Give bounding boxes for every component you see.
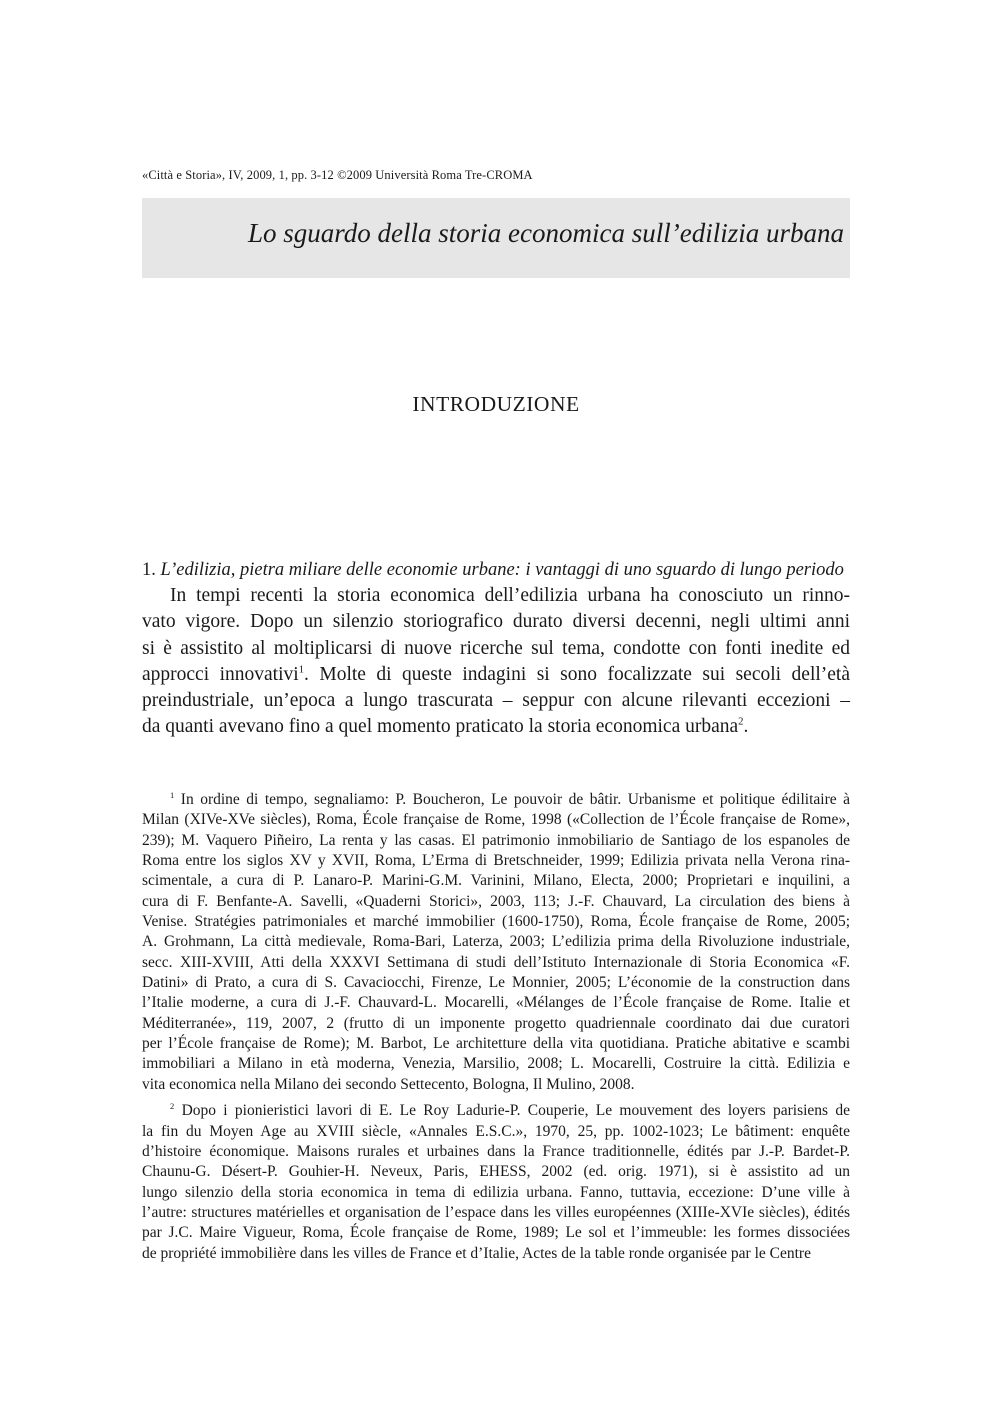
paragraph-line: preindustriale, un’epoca a lungo trascurata – seppur con alcune rilevanti eccezioni –	[142, 690, 850, 712]
footnote-line: Venise. Stratégies patrimoniales et marché immobilier (1600-1750), Roma, École française de Rome, 2005;	[142, 913, 850, 931]
footnote-line: Datini» di Prato, a cura di S. Cavaciocchi, Firenze, Le Monnier, 2005; L’économie de la construction dans	[142, 974, 850, 992]
footnote-text: Dopo i pionieristici lavori di E. Le Roy Ladurie-P. Couperie, Le mouvement des loyers parisiens de	[181, 1102, 851, 1120]
footnote-line: lungo silenzio della storia economica in tema di edilizia urbana. Fanno, tuttavia, eccezione: D’une ville à	[142, 1183, 850, 1201]
footnote-line	[142, 1101, 850, 1121]
footnote-line: de propriété immobilière dans les villes de France et d’Italie, Actes de la table ronde organisée par le Centre	[142, 1244, 811, 1262]
footnote-line: Chaunu-G. Désert-P. Gouhier-H. Neveux, Paris, EHESS, 2002 (ed. orig. 1971), si è assistito ad un	[142, 1163, 850, 1181]
section-heading: INTRODUZIONE	[412, 392, 580, 416]
footnote-line: Roma entre los siglos XV y XVII, Roma, L’Erma di Bretschneider, 1999; Edilizia privata nella Verona rina-	[142, 852, 850, 870]
paragraph-line-end: .	[743, 716, 749, 738]
paragraph-line-start: approcci innovativi	[142, 663, 299, 685]
footnote-line: Méditerranée», 119, 2007, 2 (frutto di un imponente progetto quadriennale coordinato dai due curatori	[142, 1014, 850, 1032]
footnote-marker: 2	[170, 1101, 175, 1111]
footnote-1	[142, 790, 850, 1095]
footnote-line: secc. XIII-XVIII, Atti della XXXVI Settimana di studi dell’Istituto Internazionale di Storia Economica «F.	[142, 953, 850, 971]
footnote-2	[142, 1101, 850, 1264]
paragraph-line	[142, 714, 850, 740]
footnote-line: 239); M. Vaquero Piñeiro, La renta y las casas. El patrimonio inmobiliario de Santiago de los espanoles de	[142, 831, 850, 849]
footnote-line: l’autre: structures matérielles et organisation de l’espace dans les villes européennes (XIIIe-XVIe siècles), édités	[142, 1203, 850, 1221]
footnote-line: cura di F. Benfante-A. Savelli, «Quaderni Storici», 2003, 113; J.-F. Chauvard, La circulation des biens à	[142, 892, 850, 910]
footnote-line: par J.C. Maire Vigueur, Roma, École française de Rome, 1989; Le sol et l’immeuble: les formes dissociées	[142, 1224, 850, 1242]
footnote-ref[interactable]: 2	[738, 715, 744, 728]
subsection-title: L’edilizia, pietra miliare delle economie urbane: i vantaggi di uno sguardo di lungo periodo	[160, 560, 844, 580]
footnote-line: scimentale, a cura di P. Lanaro-P. Marini-G.M. Varinini, Milano, Electa, 2000; Proprietari e inquilini, a	[142, 872, 850, 890]
footnote-ref[interactable]: 1	[298, 663, 305, 676]
running-head: «Città e Storia», IV, 2009, 1, pp. 3-12 ©2009 Università Roma Tre-CROMA	[142, 168, 533, 182]
footnote-line: la fin du Moyen Age au XVIII siècle, «Annales E.S.C.», 1970, 25, pp. 1002-1023; Le bâtiment: enquête	[142, 1122, 850, 1140]
footnote-line: vita economica nella Milano dei secondo Settecento, Bologna, Il Mulino, 2008.	[142, 1075, 635, 1093]
footnotes	[142, 790, 850, 1270]
footnote-line: l’Italie moderne, a cura di J.-F. Chauvard-L. Mocarelli, «Mélanges de l’École française de Rome. Italie et	[142, 994, 850, 1012]
footnote-line: immobiliari a Milano in età moderna, Venezia, Marsilio, 2008; L. Mocarelli, Costruire la città. Edilizia e	[142, 1055, 850, 1073]
subsection-heading	[142, 560, 850, 581]
paragraph-line: si è assistito al moltiplicarsi di nuove ricerche sul tema, condotte con fonti inedite ed	[142, 637, 850, 659]
footnote-line: d’histoire économique. Maisons rurales et urbaines dans la France traditionnelle, édités par J.-P. Bardet-P.	[142, 1142, 850, 1160]
subsection-number: 1.	[142, 560, 156, 580]
paragraph-line: vato vigore. Dopo un silenzio storiografico durato diversi decenni, negli ultimi anni	[142, 611, 850, 633]
paragraph-line-start: da quanti avevano fino a quel momento praticato la storia economica urbana	[142, 716, 739, 738]
footnote-line	[142, 790, 850, 810]
paragraph-line	[142, 662, 850, 688]
paragraph-line-rest: . Molte di queste indagini si sono focalizzate sui secoli dell’età	[304, 663, 850, 685]
footnote-line: Milan (XIVe-XVe siècles), Roma, École française de Rome, 1998 («Collection de l’École française de Rome»,	[142, 811, 850, 829]
footnote-line: per l’École française de Rome); M. Barbot, Le architetture della vita quotidiana. Pratiche abitative e scambi	[142, 1035, 850, 1053]
body-paragraph	[142, 583, 850, 741]
footnote-line: A. Grohmann, La città medievale, Roma-Bari, Laterza, 2003; L’edilizia prima della Rivoluzione industriale,	[142, 933, 850, 951]
footnote-marker: 1	[170, 789, 175, 800]
footnote-text: In ordine di tempo, segnaliamo: P. Boucheron, Le pouvoir de bâtir. Urbanisme et politique édilitaire à	[180, 791, 851, 808]
article-title: Lo sguardo della storia economica sull’edilizia urbana	[248, 218, 844, 248]
paragraph-line: In tempi recenti la storia economica dell’edilizia urbana ha conosciuto un rinno-	[170, 585, 850, 606]
title-band	[142, 198, 850, 278]
